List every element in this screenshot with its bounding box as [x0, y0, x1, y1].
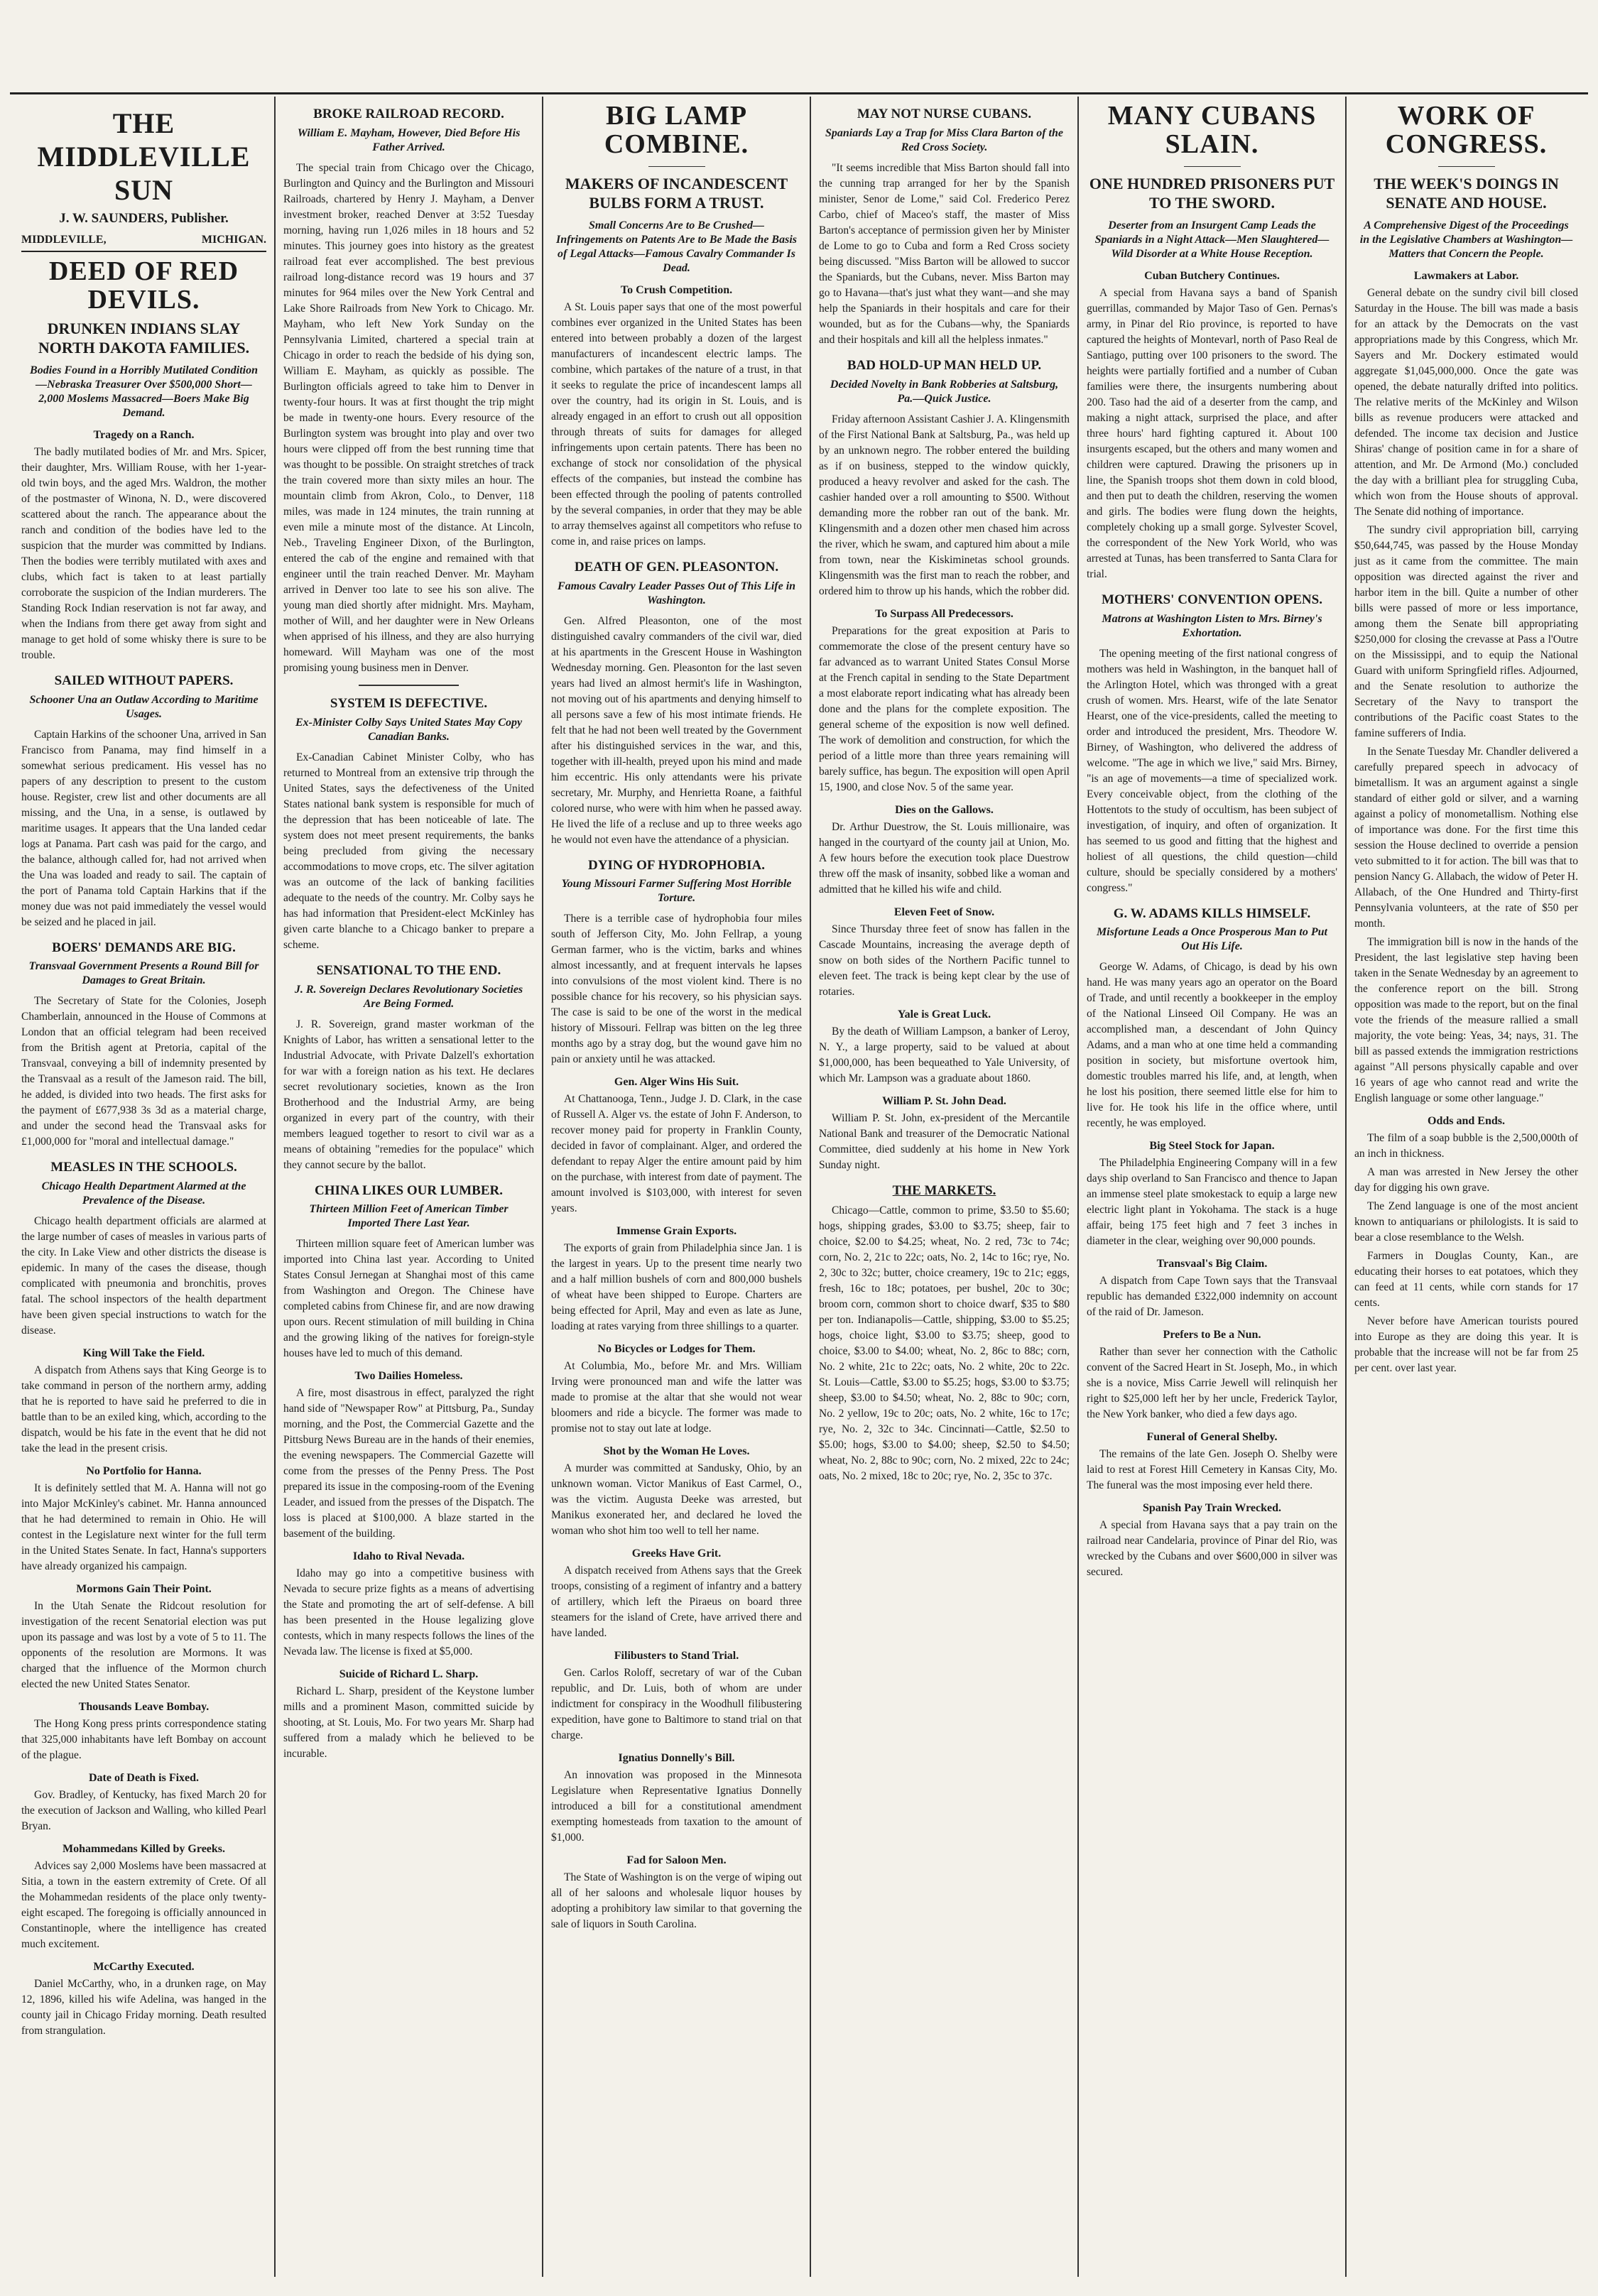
article-deck: Young Missouri Farmer Suffering Most Horrible Torture.: [561, 878, 792, 905]
article-headline: BAD HOLD-UP MAN HELD UP.: [847, 357, 1042, 373]
section-title: Two Dailies Homeless.: [354, 1370, 463, 1383]
article-paragraph: At Chattanooga, Tenn., Judge J. D. Clark, in the case of Russell A. Alger vs. the estate of John F. Anderson, to recover money paid for property in Franklin County, decided in favor of complainant. Alger, and ordered the defendant to repay Alger the entire amount paid by him on the purchase, with interest from date of payment. The amount involved is $103,000, with interest for seven years.: [551, 1093, 802, 1215]
masthead-title: THE MIDDLEVILLE SUN: [37, 107, 251, 206]
article-deck: Transvaal Government Presents a Round Bill for Damages to Great Britain.: [28, 960, 259, 987]
section-title: Suicide of Richard L. Sharp.: [339, 1668, 479, 1681]
article-paragraph: The sundry civil appropriation bill, carrying $50,644,745, was passed by the House Monday just as it came from the committee. The main opposition was directed against the river and harbor item in the bill. Quite a number of other bills were passed of more or less importance, among them the Senate bill appropriating $250,000 for closing the crevasse at Pass a l'Outre on the Mississippi, and to equip the National Guard with uniform Springfield rifles. Adjourned, and the Senate resolution to authorize the Secretary of the Navy to transport the contributions of the Pacific coast States to the famine sufferers of India.: [1354, 523, 1578, 739]
article-paragraph: The remains of the late Gen. Joseph O. Shelby were laid to rest at Forest Hill Cemetery in Kansas City, Mo. The funeral was the most imposing ever held there.: [1087, 1448, 1337, 1492]
column-rule: [1345, 97, 1347, 2277]
column-6: [1347, 97, 1585, 2277]
divider: [648, 166, 705, 167]
article-headline: MEASLES IN THE SCHOOLS.: [50, 1160, 237, 1175]
section-title: No Portfolio for Hanna.: [86, 1465, 202, 1478]
article-headline: MANY CUBANS SLAIN.: [1107, 101, 1317, 159]
article-deck: Small Concerns Are to Be Crushed—Infringements on Patents Are to Be Made the Basis of Legal Attacks—Famous Cavalry Commander Is Dead.: [556, 219, 797, 274]
article-headline: SYSTEM IS DEFECTIVE.: [330, 695, 488, 711]
article-headline: G. W. ADAMS KILLS HIMSELF.: [1113, 905, 1311, 921]
article-headline: CHINA LIKES OUR LUMBER.: [315, 1182, 503, 1198]
section-title: Gen. Alger Wins His Suit.: [614, 1076, 739, 1089]
article-paragraph: A dispatch from Cape Town says that the Transvaal republic has demanded £322,000 indemnity on account of the raid of Dr. Jameson.: [1087, 1275, 1337, 1319]
section-title: Dies on the Gallows.: [895, 803, 994, 816]
section-title: Thousands Leave Bombay.: [78, 1701, 210, 1714]
article-paragraph: Captain Harkins of the schooner Una, arrived in San Francisco from Panama, may find himself in a somewhat serious predicament. His vessel has no papers of any description to present to the custom house. Register, crew list and other documents are all missing, and the Una, in a sense, is outlawed by maritime usages. It appears that the Una landed cedar logs at Panama. Part cash was paid for the cargo, and the balance, although called for, had not arrived when the Una was loaded and ready to sail. The captain of the port of Panama told Captain Harkins that if the money due was not paid immediately the vessel would be seized and he placed in jail.: [21, 728, 266, 928]
article-headline: BIG LAMP COMBINE.: [604, 101, 749, 159]
article-headline: MAY NOT NURSE CUBANS.: [857, 107, 1032, 121]
article-headline: DEATH OF GEN. PLEASONTON.: [574, 559, 779, 575]
article-paragraph: The Zend language is one of the most ancient known to antiquarians or philologists. It is said to bear a close resemblance to the Welsh.: [1354, 1199, 1578, 1244]
article-paragraph: George W. Adams, of Chicago, is dead by his own hand. He was many years ago an operator on the Board of Trade, and until recently a bookkeeper in the employ of the National Linseed Oil Company. He was an accomplished man, a descendant of John Quincy Adams, and a man who at one time held a commanding position in society, but misfortune overtook him, domestic troubles marred his life, and, at length, when he lost his position, there seemed little else for him to live for. He took his life in the office where, until recently, he was employed.: [1087, 961, 1337, 1130]
article-paragraph: A murder was committed at Sandusky, Ohio, by an unknown woman. Victor Manikus of East Carmel, O., was the victim. Augusta Deeke was arrested, but Manikus exonerated her, and declared he loved the woman who shot him too well to tell her name.: [551, 1462, 802, 1538]
article-paragraph: A man was arrested in New Jersey the other day for digging his own grave.: [1354, 1165, 1578, 1194]
section-title: Cuban Butchery Continues.: [1144, 269, 1280, 282]
article-subhead: MAKERS OF INCANDESCENT BULBS FORM A TRUST.: [565, 174, 788, 212]
article-headline: DEED OF RED DEVILS.: [48, 256, 239, 315]
article-paragraph: The special train from Chicago over the Chicago, Burlington and Quincy and the Burlington and Missouri Railroads, chartered by Henry J. Mayham, a Denver investment broker, reached Denver at 3:52 Tuesday morning, having run 1,026 miles in 18 hours and 52 minutes. This journey goes into history as the greatest railroad feat ever accomplished. The best previous railroad long-distance record was 19 hours and 37 minutes for 964 miles over the New York Central and Lake Shore Railroads from New York to Chicago. Mr. Mayham, who left New York Sunday on the Pennsylvania Limited, chartered a special train at Chicago in order to reach the bedside of his dying son, William E. Mayham, as quickly as possible. The Burlington officials agreed to take him to Denver in twenty-four hours. It was at first thought the trip might be made in twenty-one hours. Every resource of the Burlington system was brought into play and over two hours were clipped off from the best running time that was thought to be possible. On straight stretches of track the train covered more than sixty miles an hour. The mountain climb from Akron, Colo., to Denver, 118 miles, was made in 124 minutes, the train running at even mile a minute most of the distance. At Lincoln, Neb., Traveling Engineer Dixon, of the Burlington, entered the cab of the engine and remained with that engineer until the train reached Denver. Mr. Mayham arrived in Denver too late to see his son alive. The young man died shortly after midnight. Mrs. Mayham, mother of Will, and her daughter were in New Orleans when apprised of his illness, and they are also hurrying homeward. Will Mayham was one of the most promising young business men in Denver.: [283, 161, 534, 674]
article-paragraph: The Secretary of State for the Colonies, Joseph Chamberlain, announced in the House of Commons at London that an official telegram had been received from the British agent at Pretoria, capital of the Transvaal, conveying a bill of indemnity presented by the Transvaal as a result of the Jameson raid. The bill, he added, is divided into two heads. The first asks for the payment of £677,938 3s 3d as a material charge, and under the second head the Transvaal asks for £1,000,000 for "moral and intellectual damage.": [21, 995, 266, 1148]
article-paragraph: The immigration bill is now in the hands of the President, the last legislative step having been taken in the Senate Wednesday by an agreement to the conference report on the bill. Strong opposition was made to the report, but on the final vote the friends of the measure rallied a small majority, the vote being: Yeas, 34; nays, 31. The bill as passed extends the immigration restrictions against "All persons physically capable and over 16 years of age who cannot read and write the English language or some other language.": [1354, 935, 1578, 1104]
section-title: Immense Grain Exports.: [616, 1225, 737, 1238]
section-title: Funeral of General Shelby.: [1146, 1431, 1278, 1444]
article-headline: DYING OF HYDROPHOBIA.: [588, 857, 765, 873]
article-paragraph: A dispatch received from Athens says that the Greek troops, consisting of a regiment of infantry and a battery of artillery, which left the Piraeus on board three steamers for the island of Crete, have arrived there and have landed.: [551, 1565, 802, 1640]
section-title: King Will Take the Field.: [82, 1347, 205, 1360]
article-paragraph: Gen. Alfred Pleasonton, one of the most distinguished cavalry commanders of the civil war, died at his apartments in the Grescent House in Washington Wednesday morning. Gen. Pleasonton for the last seven years had lived an almost hermit's life in Washington, not moving out of his apartments and denying himself to all persons save a few of his most intimate friends. He felt that he had not been well treated by the Government after his distinguished services in the war, and this, together with ill-health, preyed upon his mind and made him eccentric. His only attendants were his private secretary, Mr. Murphy, and Henrietta Roane, a faithful colored nurse, who were with him when he passed away. He lived the life of a recluse and up to three weeks ago he would not even have the attendance of a physician.: [551, 614, 802, 846]
article-deck: William E. Mayham, However, Died Before His Father Arrived.: [297, 126, 521, 153]
section-title: Fad for Saloon Men.: [626, 1854, 727, 1867]
article-headline: SENSATIONAL TO THE END.: [316, 962, 501, 978]
article-deck: J. R. Sovereign Declares Revolutionary Societies Are Being Formed.: [294, 983, 523, 1010]
article-paragraph: William P. St. John, ex-president of the Mercantile National Bank and treasurer of the Democratic National Committee, died suddenly at his home in New York Sunday night.: [819, 1111, 1070, 1171]
dateline-state: MICHIGAN.: [201, 234, 266, 246]
section-title: Lawmakers at Labor.: [1413, 269, 1519, 282]
article-headline: THE MARKETS.: [892, 1182, 996, 1198]
article-deck: Schooner Una an Outlaw According to Maritime Usages.: [29, 693, 259, 720]
article-headline: WORK OF CONGRESS.: [1385, 101, 1548, 159]
article-paragraph: Chicago—Cattle, common to prime, $3.50 to $5.60; hogs, shipping grades, $3.00 to $3.75; sheep, fair to choice, $2.00 to $4.25; wheat, No. 2 red, 73c to 74c; corn, No. 2, 21c to 22c; oats, No. 2, 14c to 16c; rye, No. 2, 30c to 32c; butter, choice creamery, 19c to 21c; eggs, fresh, 16c to 18c; potatoes, per bushel, 20c to 30c; broom corn, common short to choice dwarf, $35 to $80 per ton. Indianapolis—Cattle, shipping, $3.00 to $5.25; hogs, choice light, $3.00 to $3.75; sheep, good to choice, $3.00 to $4.00; wheat, No. 2, 86c to 88c; corn, No. 2 white, 21c to 22c; oats, No. 2 white, 20c to 22c. St. Louis—Cattle, $3.00 to $5.25; hogs, $3.00 to $3.75; sheep, $3.00 to $4.50; wheat, No. 2, 88c to 90c; corn, No. 2 yellow, 19c to 20c; oats, No. 2 white, 16c to 17c; rye, No. 2, 32c to 34c. Cincinnati—Cattle, $2.50 to $5.00; hogs, $3.00 to $4.00; sheep, $2.50 to $4.50; wheat, No. 2, 88c to 90c; corn, No. 2 mixed, 22c to 24c; oats, No. 2 mixed, 18c to 20c; rye, No. 2, 35c to 37c.: [819, 1204, 1070, 1482]
article-paragraph: An innovation was proposed in the Minnesota Legislature when Representative Ignatius Donnelly introduced a bill for a constitutional amendment exempting homesteads from taxation to the amount of $1,000.: [551, 1769, 802, 1844]
article-paragraph: A special from Havana says that a pay train on the railroad near Candelaria, province of Pinar del Rio, was wrecked by the Cubans and over $600,000 in silver was secured.: [1087, 1519, 1337, 1579]
article-paragraph: Preparations for the great exposition at Paris to commemorate the close of the present century have so far advanced as to warrant United States Consul Morse at the French capital in sending to the State Department a most elaborate report indicating what has already been done and the plans for the complete exposition. The general scheme of the exposition is now well defined. The work of demolition and construction, for which the period of a little more than three years remaining will barely suffice, has begun. The exposition will open April 15, 1900, and close Nov. 5 of the same year.: [819, 624, 1070, 793]
article-paragraph: Farmers in Douglas County, Kan., are educating their horses to eat potatoes, which they can feed at 11 cents, while corn stands for 17 cents.: [1354, 1249, 1578, 1309]
article-paragraph: Friday afternoon Assistant Cashier J. A. Klingensmith of the First National Bank at Saltsburg, Pa., was held up by an unknown negro. The robber entered the building as if on business, stepped to the window quickly, produced a heavy revolver and asked for the cash. The cashier handed over a roll amounting to $500. Without demanding more the robber ran out of the bank. Mr. Klingensmith and a dozen other men chased him across the river, which he swam, and captured him about a mile from town, near the Kiskiminetas school grounds. Klingensmith was the first man to reach the robber, and ordered him to throw up his hands, which the robber did.: [819, 413, 1070, 597]
article-deck: Ex-Minister Colby Says United States May Copy Canadian Banks.: [295, 716, 523, 743]
article-headline: SAILED WITHOUT PAPERS.: [54, 673, 234, 688]
section-title: Eleven Feet of Snow.: [893, 905, 995, 918]
article-paragraph: The opening meeting of the first national congress of mothers was held in Washington, in the banquet hall of the Arlington Hotel, which was thronged with a great crush of women. Mrs. Hearst, wife of the late Senator Hearst, one of the vice-presidents, called the meeting to order and introduced the president, Mrs. Theodore W. Birney, of Washington, who delivered the address of welcome. "The age in which we live," said Mrs. Birney, "is an age of movements—a time of specialized work. Every conceivable object, from the clothing of the Hottentots to the study of occultism, has been subject of investigation, of inquiry, and often of organization. It has seemed to us good and fitting that the highest and holiest of all questions, the child question—child culture, should be specially considered by a mothers' congress.": [1087, 647, 1337, 894]
column-1: [14, 97, 273, 2277]
section-title: William P. St. John Dead.: [882, 1094, 1006, 1107]
article-deck: Famous Cavalry Leader Passes Out of This Life in Washington.: [557, 580, 796, 606]
article-deck: A Comprehensive Digest of the Proceedings in the Legislative Chambers at Washington—Matters that Concern the People.: [1359, 219, 1573, 260]
article-paragraph: It is definitely settled that M. A. Hanna will not go into Major McKinley's cabinet. Mr. Hanna announced that he had determined to remain in Ohio. He will contest in the Legislature next winter for the full term in the United States Senate. In fact, Hanna's supporters have already organized his campaign.: [21, 1482, 266, 1573]
top-rule: [10, 92, 1588, 94]
column-4: [812, 97, 1077, 2277]
article-deck: Decided Novelty in Bank Robberies at Saltsburg, Pa.—Quick Justice.: [830, 378, 1059, 405]
article-paragraph: In the Senate Tuesday Mr. Chandler delivered a carefully prepared speech in advocacy of bimetallism. It was an argument against a single standard of either gold or silver, and a warning against a policy of monometallism. Nothing else of importance was done. For the first time this session the House declined to override a pension veto submitted to it for action. The bill was that to pension Nancy G. Allabach, the widow of Peter H. Allabach, of the One Hundred and Thirty-first Pennsylvania volunteers, at the rate of $50 per month.: [1354, 745, 1578, 930]
column-rule: [810, 97, 811, 2277]
dateline: [21, 231, 266, 252]
article-deck: Spaniards Lay a Trap for Miss Clara Barton of the Red Cross Society.: [825, 126, 1063, 153]
article-paragraph: By the death of William Lampson, a banker of Leroy, N. Y., a large property, said to be valued at about $1,000,000, has been bequeathed to Yale University, of which Mr. Lampson was a graduate about 1860.: [819, 1025, 1070, 1084]
section-title: To Crush Competition.: [620, 283, 733, 296]
article-paragraph: The Hong Kong press prints correspondence stating that 325,000 inhabitants have left Bombay on account of the plague.: [21, 1718, 266, 1762]
article-paragraph: J. R. Sovereign, grand master workman of the Knights of Labor, has written a sensational letter to the Industrial Advocate, with Private Dalzell's exhortation for war with a foreign nation as his text. He declares secret revolutionary societies, known as the Iron Brotherhood and the Industrial Army, are being organized in every part of the country, with their members leagued together to resort to civil war as a means of obtaining "remedies for the populace" which they cannot secure by the ballot.: [283, 1018, 534, 1171]
section-title: Filibusters to Stand Trial.: [614, 1650, 739, 1663]
section-title: No Bicycles or Lodges for Them.: [597, 1343, 756, 1356]
section-title: Mormons Gain Their Point.: [76, 1583, 212, 1596]
article-paragraph: Advices say 2,000 Moslems have been massacred at Sitia, a town in the eastern extremity of Crete. Of all the Mohammedan residents of the place only twenty-eight escaped. The foregoing is officially announced in Constantinople, where the intelligence has created much excitement.: [21, 1860, 266, 1951]
article-subhead: DRUNKEN INDIANS SLAY NORTH DAKOTA FAMILIES.: [38, 319, 250, 357]
dateline-place: MIDDLEVILLE,: [21, 234, 107, 246]
article-paragraph: Richard L. Sharp, president of the Keystone lumber mills and a prominent Mason, committed suicide by shooting, at St. Louis, Mo. For two years Mr. Sharp had suffered from a malady which he believed to be incurable.: [283, 1685, 534, 1761]
column-rule: [1077, 97, 1079, 2277]
column-rule: [274, 97, 276, 2277]
article-paragraph: Rather than sever her connection with the Catholic convent of the Sacred Heart in St. Joseph, Mo., in which she is a novice, Miss Carrie Jewell will relinquish her right to $25,000 left her by her uncle, Frederick Taylor, the New York banker, who died a few days ago.: [1087, 1346, 1337, 1421]
article-deck: Deserter from an Insurgent Camp Leads the Spaniards in a Night Attack—Men Slaughtered—Wild Disorder at a White House Reception.: [1094, 219, 1330, 260]
divider: [1438, 166, 1495, 167]
article-paragraph: Since Thursday three feet of snow has fallen in the Cascade Mountains, increasing the average depth of snow on both sides of the Northern Pacific tunnel to eleven feet. The track is being kept clear by the use of rotaries.: [819, 923, 1070, 998]
section-title: Transvaal's Big Claim.: [1156, 1258, 1268, 1271]
article-paragraph: Gen. Carlos Roloff, secretary of war of the Cuban republic, and Dr. Luis, both of whom are under indictment for conspiracy in the Woodhull filibustering expedition, have gone to Baltimore to stand trial on that charge.: [551, 1667, 802, 1742]
article-paragraph: The State of Washington is on the verge of wiping out all of her saloons and wholesale liquor houses by adopting a prohibitory law similar to that governing the sale of liquors in South Carolina.: [551, 1871, 802, 1931]
article-subhead: ONE HUNDRED PRISONERS PUT TO THE SWORD.: [1089, 174, 1335, 212]
article-paragraph: Idaho may go into a competitive business with Nevada to secure prize fights as a means of advertising the State and promoting the art of self-defense. A bill has been presented in the House legalizing glove contests, which in many respects follows the lines of the Nevada law. The license is fixed at $5,000.: [283, 1567, 534, 1658]
article-headline: BROKE RAILROAD RECORD.: [313, 107, 504, 121]
column-rule: [542, 97, 543, 2277]
article-paragraph: Gov. Bradley, of Kentucky, has fixed March 20 for the execution of Jackson and Walling, who killed Pearl Bryan.: [21, 1789, 266, 1833]
section-title: Date of Death is Fixed.: [88, 1772, 200, 1785]
divider: [359, 685, 459, 686]
article-paragraph: Dr. Arthur Duestrow, the St. Louis millionaire, was hanged in the courtyard of the county jail at Union, Mo. A few hours before the execution took place Duestrow threw off the mask of insanity, sobbed like a woman and admitted that he killed his wife and child.: [819, 820, 1070, 896]
article-paragraph: General debate on the sundry civil bill closed Saturday in the House. The bill was made a basis for an attack by the Democrats on the vast appropriations made by this Congress, which Mr. Sayers and Mr. Dockery estimated would aggregate $1,045,000,000. Once the gate was opened, the debate naturally drifted into politics. The relative merits of the McKinley and Wilson bills as revenue producers were attacked and defended. The income tax decision and Justice Shiras' change of position came in for a share of attention, and Mr. De Armond (Mo.) concluded the day with a brilliant plea for struggling Cuba, which won from the House shouts of approval. The Senate did nothing of importance.: [1354, 286, 1578, 518]
article-paragraph: "It seems incredible that Miss Barton should fall into the cunning trap arranged for her by the Spanish minister, Senor de Lome," said Col. Frederico Perez Carbo, chief of Maceo's staff, the master of Miss Barton's acceptance of permission given her by Minister de Lome to go to Cuba and form a Red Cross society being discussed. "Miss Barton will be allowed to succor the Spaniards, but the Cubans, never. Miss Barton may go to Havana—that's just what they want—and she may help the Spaniards in their hospitals and care for their wounded, but as for the Cubans—why, the Spaniards and their hospitals and kill all the helpless inmates.": [819, 161, 1070, 346]
column-2: [276, 97, 541, 2277]
section-title: Odds and Ends.: [1428, 1114, 1505, 1127]
article-paragraph: A dispatch from Athens says that King George is to take command in person of the northern army, adding that he is reported to have said he preferred to die in battle than to be an exiled king, which, according to the dispatch, would be his fate in the event that he did not take the lead in the present crisis.: [21, 1364, 266, 1455]
section-title: Ignatius Donnelly's Bill.: [618, 1752, 735, 1765]
section-title: Idaho to Rival Nevada.: [352, 1550, 465, 1563]
article-paragraph: At Columbia, Mo., before Mr. and Mrs. William Irving were pronounced man and wife the latter was made to promise at the altar that she would not wear bloomers and ride a bicycle. The former was made to promise not to stay out late at lodge.: [551, 1360, 802, 1435]
article-paragraph: In the Utah Senate the Ridcout resolution for investigation of the recent Senatorial election was put upon its passage and was lost by a vote of 5 to 11. The opponents of the resolution are Mormons. It was charged that the influence of the Mormon church elected the new United States Senator.: [21, 1600, 266, 1691]
article-deck: Bodies Found in a Horribly Mutilated Condition—Nebraska Treasurer Over $500,000 Short—2,000 Moslems Massacred—Boers Make Big Demand.: [30, 364, 258, 419]
section-title: McCarthy Executed.: [93, 1961, 195, 1974]
article-paragraph: A fire, most disastrous in effect, paralyzed the right hand side of "Newspaper Row" at Pittsburg, Pa., Sunday morning, and the Post, the Commercial Gazette and the Pittsburg News Bureau are in the hands of their enemies, the evening newspapers. The Commercial Gazette will come from the presses of the Penny Press. The Post prepared its issue in the composing-room of the Evening Leader, and issued from the presses of the Dispatch. The loss is placed at $100,000. A blaze started in the basement of the building.: [283, 1387, 534, 1540]
section-title: Spanish Pay Train Wrecked.: [1142, 1502, 1281, 1515]
article-headline: BOERS' DEMANDS ARE BIG.: [52, 940, 236, 955]
article-paragraph: Chicago health department officials are alarmed at the large number of cases of measles in various parts of the city. In Lake View and other districts the disease is epidemic. In many of the cases the disease, though complicated with pneumonia and bronchitis, proves fatal. The school inspectors of the health department have been given special instructions to watch for the disease.: [21, 1215, 266, 1337]
article-paragraph: Thirteen million square feet of American lumber was imported into China last year. According to United States Consul Jernegan at Shanghai most of this came from Washington and Oregon. The Chinese have completed cabins from Chinese fir, and are now drawing upon ours. Recent stimulation of mill building in China and the growing liking of the natives for foreign-style houses have led to much of this demand.: [283, 1238, 534, 1360]
article-paragraph: A St. Louis paper says that one of the most powerful combines ever organized in the United States has been entered into between probably a dozen of the largest manufacturers of incandescent electric lamps. The combine, which partakes of the nature of a trust, in that it seeks to regulate the price of incandescent lamps all over the country, had its origin in St. Louis, and is already engaged in an effort to crush out all opposition through threats of suits for damages for alleged infringements upon certain patents. There has been no exchange of stock nor consolidation of the physical effects of the companies, but instead the combine has been effected through the pooling of patents controlled by the several companies, in order that they may be able to array themselves against all competitors who refuse to come in, and raise prices on lamps.: [551, 300, 802, 548]
section-title: Prefers to Be a Nun.: [1163, 1329, 1261, 1342]
article-paragraph: Ex-Canadian Cabinet Minister Colby, who has returned to Montreal from an extensive trip through the United States, says the defectiveness of the United States national bank system is responsible for much of the depression that has been noticeable of late. The system does not meet present requirements, the banks being precluded from giving the necessary accommodations to move crops, etc. The silver agitation was an outcome of the lack of banking facilities adequate to the needs of the country. Mr. Colby says he has had information that President-elect McKinley has given carte blanche to a Chicago banker to prepare a scheme.: [283, 751, 534, 951]
section-title: Tragedy on a Ranch.: [93, 428, 195, 441]
publisher-line: J. W. SAUNDERS, Publisher.: [59, 211, 229, 226]
column-3: [544, 97, 809, 2277]
article-deck: Matrons at Washington Listen to Mrs. Birney's Exhortation.: [1102, 612, 1322, 639]
article-paragraph: A special from Havana says a band of Spanish guerrillas, commanded by Major Taso of Gen. Pernas's army, in Pinar del Rio province, is reported to have captured the heights of Montevarl, north of Paso Real de Santiago, putting over 100 prisoners to the sword. The heights were partially fortified and a number of Cuban families were there, the insurgents numbering about 200. Taso had the aid of a deserter from the camp, and making a night attack, surprised the place, and after three hours' hard fighting captured it. About 100 insurgents escaped, but the others and many women and children were captured. Drawing the prisoners up in line, the Spanish troops shot them down in cold blood, and then put to death the children, reserving the women and girls. The bodies were flung down the heights, completely choking up a small gorge. Sylvester Scovel, the correspondent of the New York World, who was arrested at Tunas, has been transferred to Santa Clara for trial.: [1087, 286, 1337, 580]
section-title: Mohammedans Killed by Greeks.: [62, 1843, 226, 1856]
article-paragraph: The exports of grain from Philadelphia since Jan. 1 is the largest in years. Up to the present time nearly two and a half million bushels of corn and 800,000 bushels of wheat have been shipped to Europe. Charters are being effected for April, May and even as late as June, loading at rates varying from three shillings to a quarter.: [551, 1242, 802, 1333]
article-subhead: THE WEEK'S DOINGS IN SENATE AND HOUSE.: [1374, 174, 1559, 212]
article-paragraph: Daniel McCarthy, who, in a drunken rage, on May 12, 1896, killed his wife Adelina, was hanged in the county jail in Chicago Friday morning. Death resulted from strangulation.: [21, 1978, 266, 2037]
article-paragraph: The Philadelphia Engineering Company will in a few days ship overland to San Francisco and thence to Japan an immense steel plate smokestack to equip a large new electric light plant in Yokohama. The stack is a huge affair, being 175 feet high and 7 feet 3 inches in diameter in the clear, weighing over 90,000 pounds.: [1087, 1157, 1337, 1248]
section-title: Big Steel Stock for Japan.: [1149, 1140, 1275, 1153]
section-title: Greeks Have Grit.: [631, 1547, 722, 1560]
section-title: To Surpass All Predecessors.: [875, 607, 1013, 620]
article-paragraph: The film of a soap bubble is the 2,500,000th of an inch in thickness.: [1354, 1131, 1578, 1160]
article-paragraph: Never before have American tourists poured into Europe as they are doing this year. It is probable that the increase will not be far from 25 per cent. over last year.: [1354, 1315, 1578, 1374]
section-title: Shot by the Woman He Loves.: [603, 1445, 750, 1458]
article-headline: MOTHERS' CONVENTION OPENS.: [1102, 592, 1322, 607]
column-5: [1080, 97, 1344, 2277]
article-deck: Chicago Health Department Alarmed at the Prevalence of the Disease.: [41, 1180, 246, 1207]
article-paragraph: There is a terrible case of hydrophobia four miles south of Jefferson City, Mo. John Fellrap, a young German farmer, who is the victim, barks and whines almost incessantly, and at frequent intervals he lapses into convulsions of the most violent kind. There is no possible chance for his recovery, so his physician says. The case is said to be one of the worst in the medical history of Missouri. Fellrap was bitten on the leg three months ago by a stray dog, but the wound gave him no pain or anxiety until he was attacked.: [551, 913, 802, 1066]
article-deck: Thirteen Million Feet of American Timber Imported There Last Year.: [309, 1203, 509, 1230]
article-paragraph: The badly mutilated bodies of Mr. and Mrs. Spicer, their daughter, Mrs. William Rouse, with her 1-year-old twin boys, and the aged Mrs. Waldron, the mother of the postmaster of Winona, N. D., were discovered scattered about the ranch. The appearance about the ranch and condition of the bodies have led to the suspicion that the murder was committed by Indians. Then the bodies were terribly mutilated with axes and clubs, which fact is taken to at least partially corroborate the suspicion of the Indian murderers. The Standing Rock Indian reservation is not far away, and when the Indians from there get away from sight and manage to get hold of some whisky there is sure to be trouble.: [21, 445, 266, 661]
article-deck: Misfortune Leads a Once Prosperous Man to Put Out His Life.: [1097, 926, 1327, 953]
divider: [1184, 166, 1241, 167]
section-title: Yale is Great Luck.: [897, 1008, 991, 1021]
